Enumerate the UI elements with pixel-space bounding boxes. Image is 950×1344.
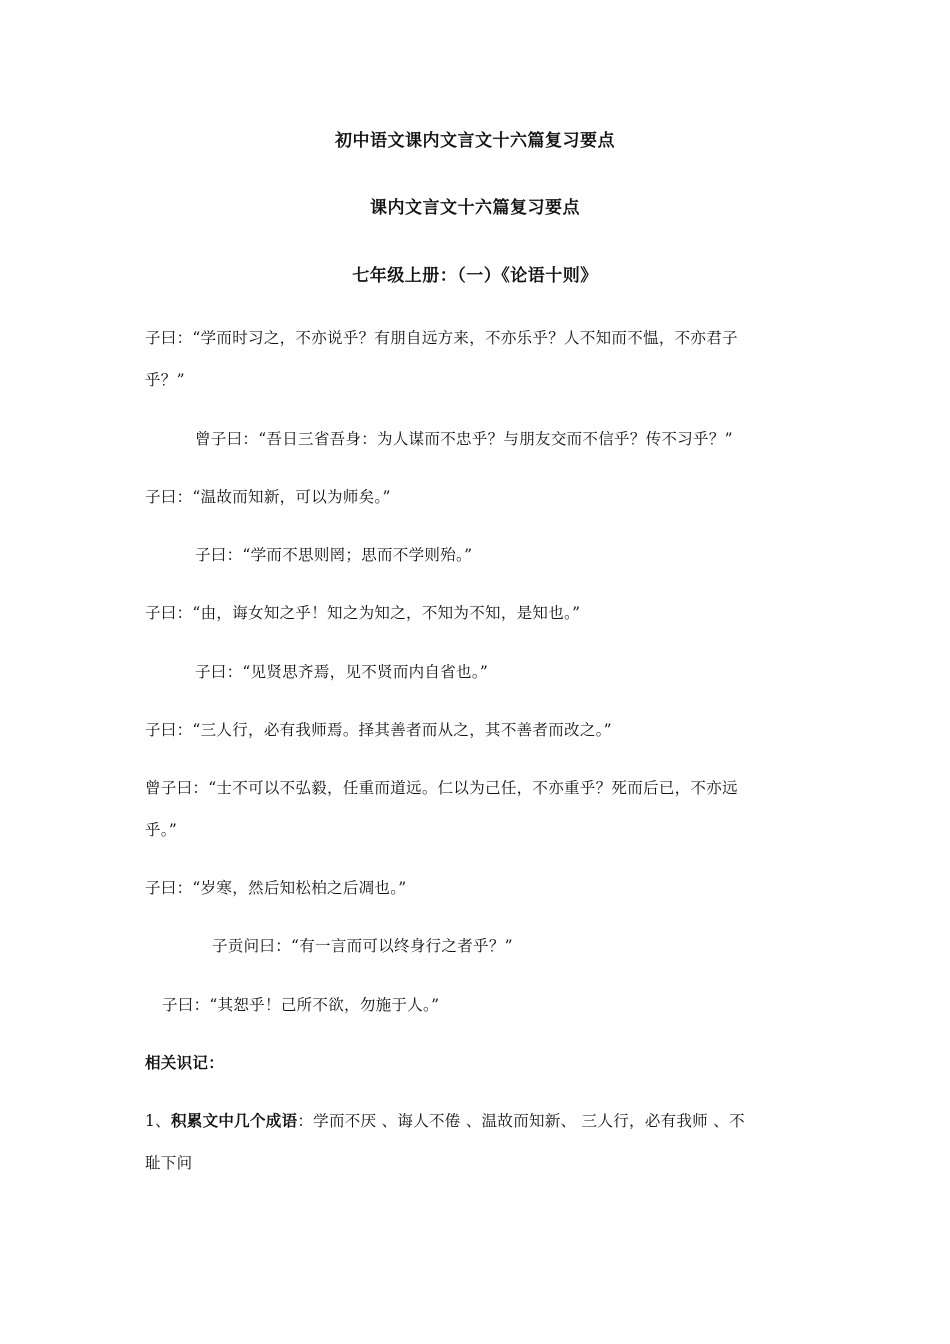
passage-line: 子曰：“学而时习之，不亦说乎？有朋自远方来，不亦乐乎？人不知而不愠，不亦君子: [145, 329, 738, 347]
passage-line: 曾子曰：“吾日三省吾身：为人谋而不忠乎？与朋友交而不信乎？传不习乎？”: [195, 430, 733, 448]
note-continuation: 耻下问: [145, 1154, 193, 1172]
section-heading: 七年级上册：（一）《论语十则》: [352, 266, 598, 286]
note-item: [145, 1109, 745, 1131]
passage-line: 曾子曰：“士不可以不弘毅，任重而道远。仁以为己任，不亦重乎？死而后已，不亦远: [145, 779, 738, 797]
passage-line: 子曰：“温故而知新，可以为师矣。”: [145, 488, 391, 506]
passage-line: 子贡问曰：“有一言而可以终身行之者乎？”: [212, 937, 513, 955]
passage-line: 乎？”: [145, 371, 185, 389]
note-text: ：学而不厌 、诲人不倦 、温故而知新、 三人行，必有我师 、不: [297, 1112, 745, 1130]
note-label: 积累文中几个成语: [170, 1111, 298, 1130]
document-subtitle: 课内文言文十六篇复习要点: [370, 198, 580, 218]
passage-line: 乎。”: [145, 821, 178, 839]
document-title: 初中语文课内文言文十六篇复习要点: [335, 131, 615, 151]
passage-line: 子曰：“三人行，必有我师焉。择其善者而从之，其不善者而改之。”: [145, 721, 612, 739]
passage-line: 子曰：“由，诲女知之乎！知之为知之，不知为不知，是知也。”: [145, 604, 581, 622]
passage-line: 子曰：“其恕乎！己所不欲，勿施于人。”: [162, 996, 440, 1014]
passage-line: 子曰：“学而不思则罔；思而不学则殆。”: [195, 546, 473, 564]
passage-line: 子曰：“岁寒，然后知松柏之后凋也。”: [145, 879, 407, 897]
notes-heading: 相关识记：: [145, 1053, 225, 1072]
passage-line: 子曰：“见贤思齐焉，见不贤而内自省也。”: [195, 663, 489, 681]
note-number: 1、: [145, 1112, 171, 1130]
